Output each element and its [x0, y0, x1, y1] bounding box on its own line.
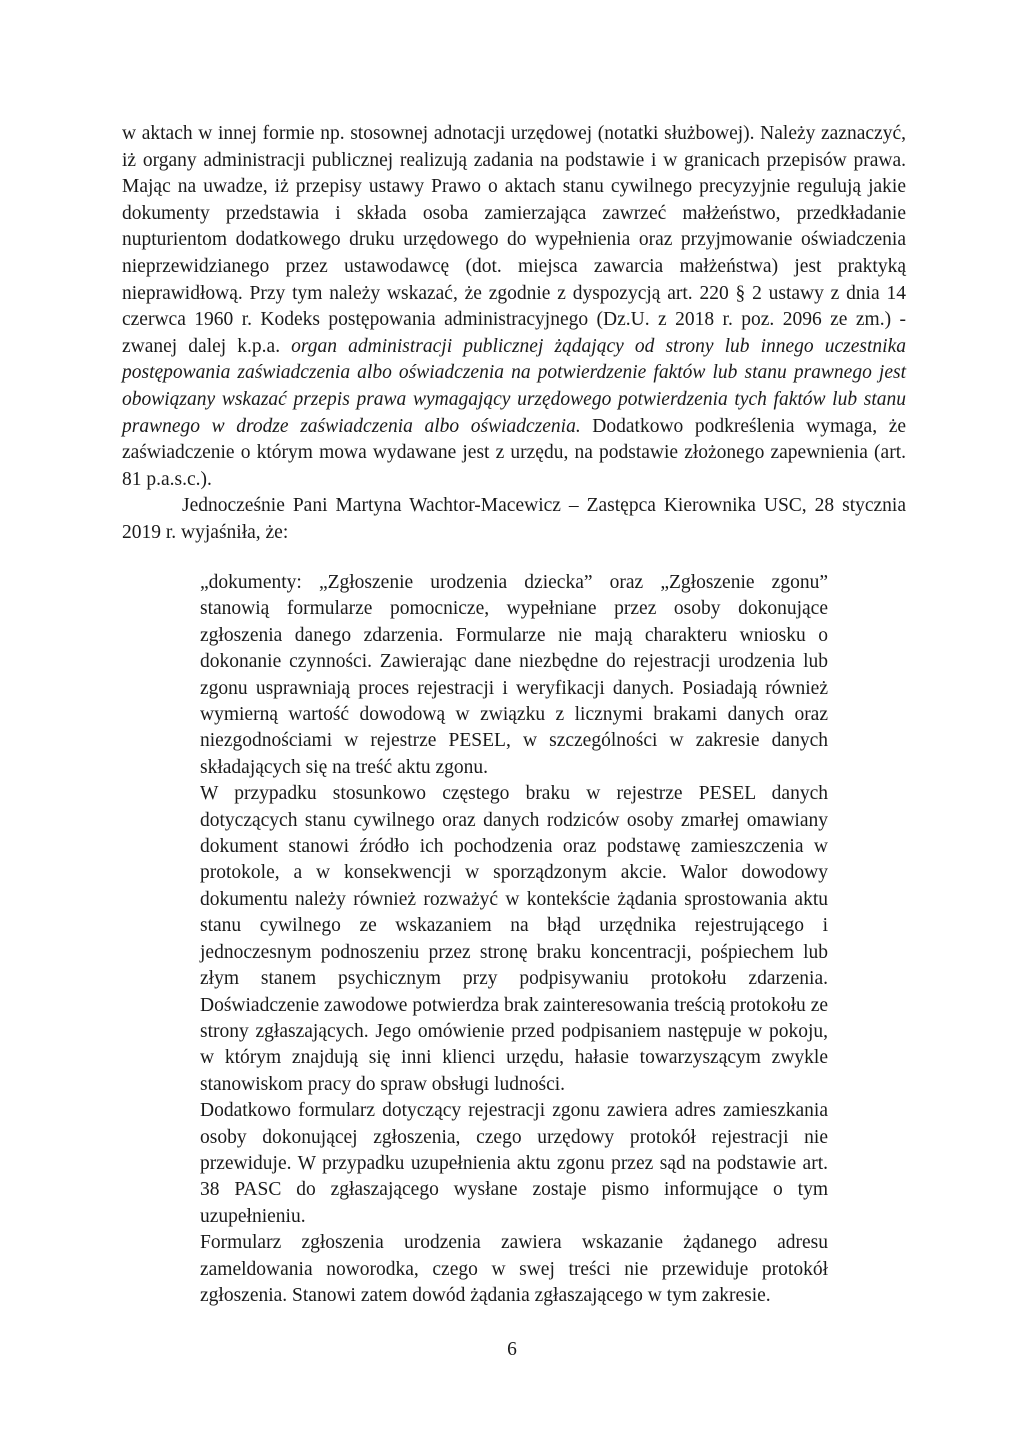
paragraph-1-text: w aktach w innej formie np. stosownej adnotacji urzędowej (notatki służbowej). Należy zaznaczyć, iż organy administracji publicznej realizują zadania na podstawie i w granicach przepisów prawa. Mając na uwadze, iż przepisy ustawy Prawo o aktach stanu cywilnego precyzyjnie regulują jakie dokumenty przedstawia i składa osoba zamierzająca zawrzeć małżeństwo, przedkładanie nupturientom dodatkowego druku urzędowego do wypełnienia oraz przyjmowanie oświadczenia nieprzewidzianego przez ustawodawcę (dot. miejsca zawarcia małżeństwa) jest praktyką nieprawidłową. Przy tym należy wskazać, że zgodnie z dyspozycją art. 220 § 2 ustawy z dnia 14 czerwca 1960 r. Kodeks postępowania administracyjnego (Dz.U. z 2018 r. poz. 2096 ze zm.) - zwanej dalej k.p.a.	[122, 123, 906, 357]
paragraph-1	[122, 121, 906, 493]
paragraph-1-italic-citation: organ administracji publicznej żądający od strony lub innego uczestnika postępowania zaświadczenia albo oświadczenia na potwierdzenie faktów lub stanu prawnego jest obowiązany wskazać przepis prawa wymagający urzędowego potwierdzenia tych faktów lub stanu prawnego w drodze zaświadczenia albo oświadczenia.	[122, 335, 906, 437]
page-number: 6	[507, 1339, 517, 1360]
quote-paragraph-4: Formularz zgłoszenia urodzenia zawiera wskazanie żądanego adresu zameldowania noworodka, czego w swej treści nie przewiduje protokół zgłoszenia. Stanowi zatem dowód żądania zgłaszającego w tym zakresie.	[200, 1232, 828, 1306]
paragraph-1-text-continued: Dodatkowo podkreślenia wymaga, że zaświadczenie o którym mowa wydawane jest z urzędu, na podstawie złożonego zapewnienia (art. 81 p.a.s.c.).	[122, 415, 906, 490]
body-text	[122, 121, 906, 547]
paragraph-2: Jednocześnie Pani Martyna Wachtor-Macewicz – Zastępca Kierownika USC, 28 stycznia 2019 r. wyjaśniła, że:	[122, 495, 906, 543]
quote-paragraph-1: „dokumenty: „Zgłoszenie urodzenia dziecka” oraz „Zgłoszenie zgonu” stanowią formularze pomocnicze, wypełniane przez osoby dokonujące zgłoszenia danego zdarzenia. Formularze nie mają charakteru wniosku o dokonanie czynności. Zawierając dane niezbędne do rejestracji urodzenia lub zgonu usprawniają proces rejestracji i weryfikacji danych. Posiadają również wymierną wartość dowodową w związku z licznymi brakami danych oraz niezgodnościami w rejestrze PESEL, w szczególności w zakresie danych składających się na treść aktu zgonu.	[200, 572, 828, 778]
block-quote	[200, 570, 828, 1309]
quote-paragraph-2: W przypadku stosunkowo częstego braku w rejestrze PESEL danych dotyczących stanu cywilnego oraz danych rodziców osoby zmarłej omawiany dokument stanowi źródło ich pochodzenia oraz podstawę zamieszczenia w protokole, a w konsekwencji w sporządzonym akcie. Walor dowodowy dokumentu należy również rozważyć w kontekście żądania sprostowania aktu stanu cywilnego ze wskazaniem na błąd urzędnika rejestrującego i jednoczesnym podnoszeniu przez stronę braku koncentracji, pośpiechem lub złym stanem psychicznym przy podpisywaniu protokołu zdarzenia. Doświadczenie zawodowe potwierdza brak zainteresowania treścią protokołu ze strony zgłaszających. Jego omówienie przed podpisaniem następuje w pokoju, w którym znajdują się inni klienci urzędu, hałasie towarzyszącym zwykle stanowiskom pracy do spraw obsługi ludności.	[200, 783, 828, 1095]
quote-paragraph-3: Dodatkowo formularz dotyczący rejestracji zgonu zawiera adres zamieszkania osoby dokonującej zgłoszenia, czego urzędowy protokół rejestracji nie przewiduje. W przypadku uzupełnienia aktu zgonu przez sąd na podstawie art. 38 PASC do zgłaszającego wysłane zostaje pismo informujące o tym uzupełnieniu.	[200, 1100, 828, 1227]
